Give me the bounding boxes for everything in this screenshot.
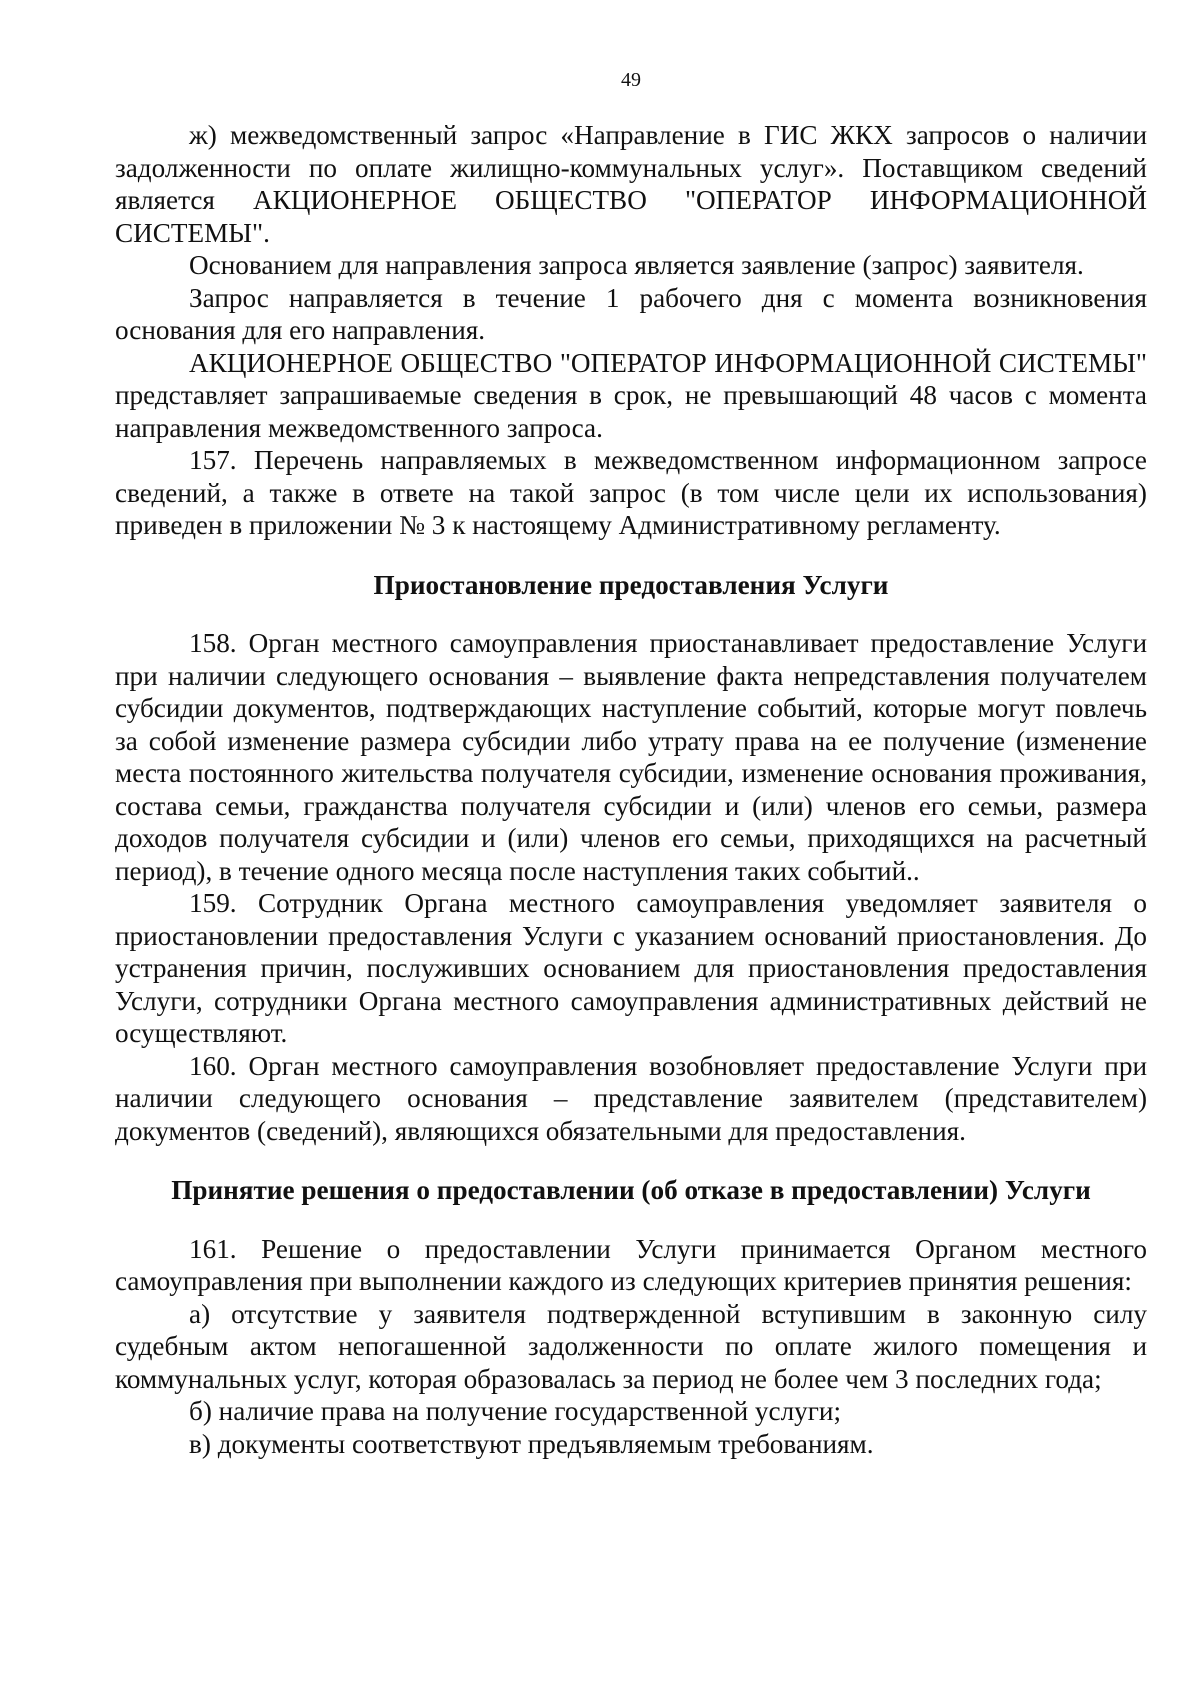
list-item-v: в) документы соответствуют предъявляемым требованиям. — [189, 1428, 874, 1459]
heading-suspension: Приостановление предоставления Услуги — [373, 569, 889, 600]
list-item-a: а) отсутствие у заявителя подтвержденной вступившим в законную силу судебным актом непогашенной задолженности по оплате жилого помещения и коммунальных услуг, которая образовалась за период не более чем 3 последних года; — [115, 1298, 1147, 1394]
document-body — [115, 119, 1147, 1460]
paragraph-request-timing: Запрос направляется в течение 1 рабочего дня с момента возникновения основания для его направления. — [115, 282, 1147, 345]
paragraph-interagency-request: ж) межведомственный запрос «Направление в ГИС ЖКХ запросов о наличии задолженности по оплате жилищно-коммунальных услуг». Поставщиком сведений является АКЦИОНЕРНОЕ ОБЩЕСТВО "ОПЕРАТОР ИНФОРМАЦИОННОЙ СИСТЕМЫ". — [115, 120, 1147, 248]
list-item-b: б) наличие права на получение государственной услуги; — [189, 1396, 841, 1426]
paragraph-160: 160. Орган местного самоуправления возобновляет предоставление Услуги при наличии следующего основания – представление заявителем (представителем) документов (сведений), являющихся обязательными для предоставления. — [115, 1050, 1147, 1146]
paragraph-response-timing: АКЦИОНЕРНОЕ ОБЩЕСТВО "ОПЕРАТОР ИНФОРМАЦИОННОЙ СИСТЕМЫ" представляет запрашиваемые сведения в срок, не превышающий 48 часов с момента направления межведомственного запроса. — [115, 347, 1147, 443]
heading-decision: Принятие решения о предоставлении (об отказе в предоставлении) Услуги — [171, 1175, 1091, 1205]
paragraph-159: 159. Сотрудник Органа местного самоуправления уведомляет заявителя о приостановлении предоставления Услуги с указанием оснований приостановления. До устранения причин, послуживших основанием для приостановления предоставления Услуги, сотрудники Органа местного самоуправления административных действий не осуществляют. — [115, 888, 1147, 1048]
paragraph-158: 158. Орган местного самоуправления приостанавливает предоставление Услуги при наличии следующего основания – выявление факта непредставления получателем субсидии документов, подтверждающих наступление событий, которые могут повлечь за собой изменение размера субсидии либо утрату права на ее получение (изменение места постоянного жительства получателя субсидии, изменение основания проживания, состава семьи, гражданства получателя субсидии и (или) членов его семьи, размера доходов получателя субсидии и (или) членов его семьи, приходящихся на расчетный период), в течение одного месяца после наступления таких событий.. — [115, 628, 1147, 886]
paragraph-request-basis: Основанием для направления запроса является заявление (запрос) заявителя. — [189, 250, 1084, 280]
paragraph-161: 161. Решение о предоставлении Услуги принимается Органом местного самоуправления при выполнении каждого из следующих критериев принятия решения: — [115, 1233, 1147, 1296]
page-number: 49 — [621, 69, 641, 91]
paragraph-157: 157. Перечень направляемых в межведомственном информационном запросе сведений, а также в ответе на такой запрос (в том числе цели их использования) приведен в приложении № 3 к настоящему Административному регламенту. — [115, 445, 1147, 540]
